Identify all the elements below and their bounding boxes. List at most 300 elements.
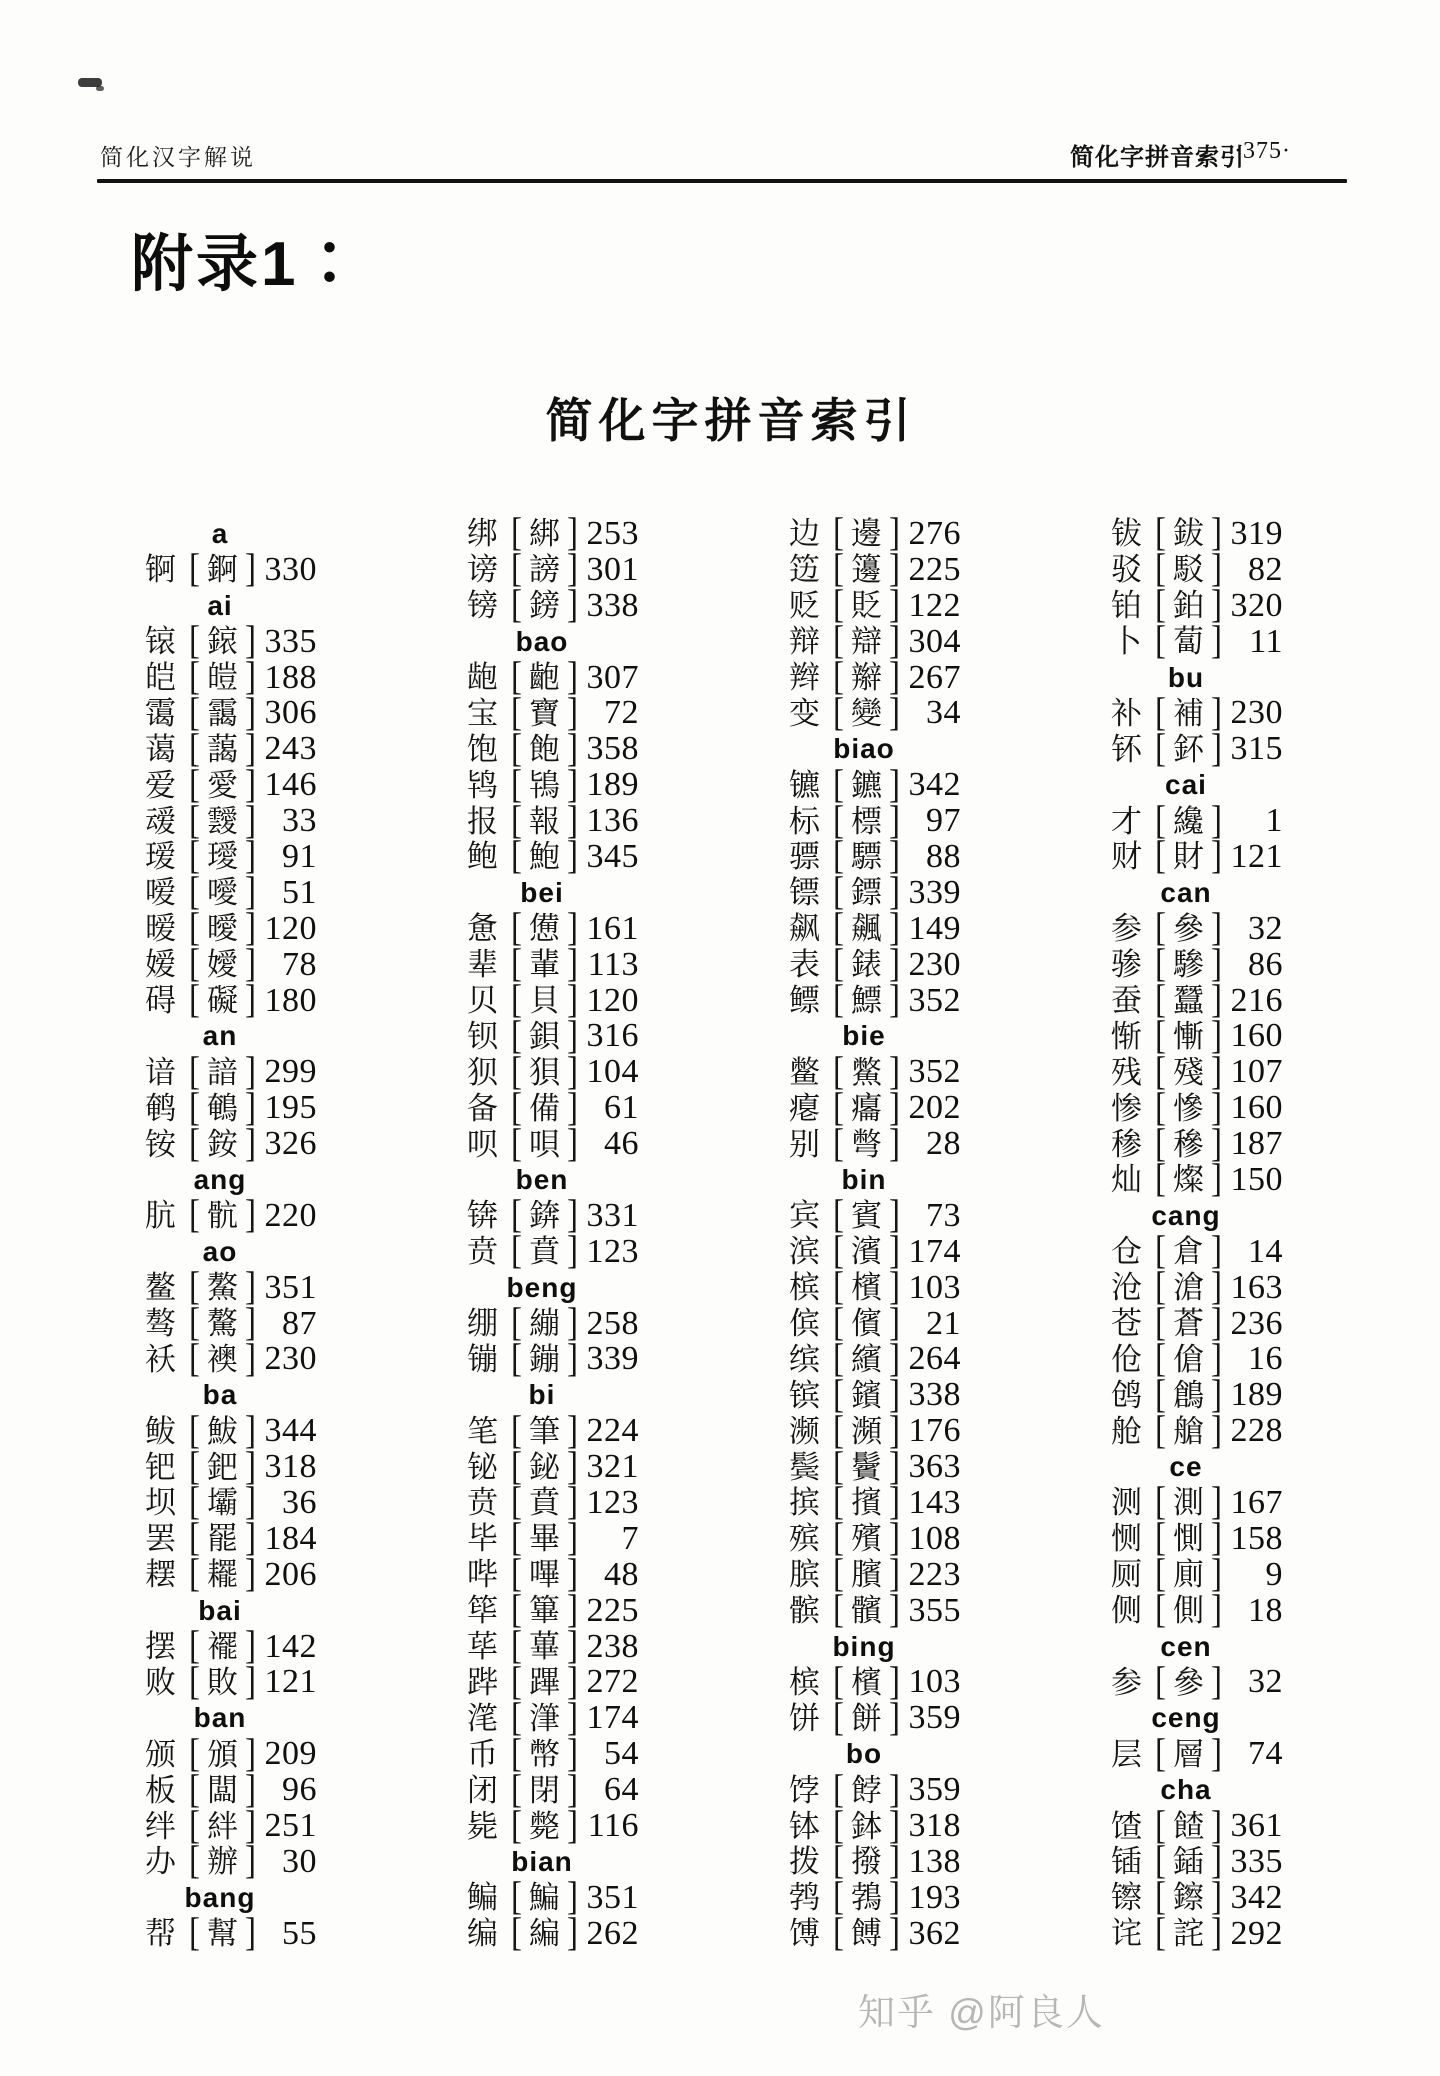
page-reference: 142 [264,1627,317,1665]
page-reference: 320 [1230,586,1283,624]
simplified-character: 贲 [467,1485,498,1521]
page-reference: 359 [908,1699,961,1737]
traditional-character: 賁 [529,1485,560,1521]
index-entry [467,1875,639,1920]
traditional-character: 傖 [1173,1341,1204,1377]
simplified-character: 饽 [789,1772,820,1808]
traditional-character: 鑔 [1173,1880,1204,1916]
page-reference: 202 [908,1089,961,1127]
page-reference: 301 [586,550,639,588]
open-bracket: [ [189,654,200,699]
pinyin-section-header: bi [528,1379,556,1411]
index-entry [467,547,639,592]
open-bracket: [ [189,1265,200,1309]
simplified-character: 诧 [1111,1916,1142,1952]
close-bracket: ] [245,1803,256,1848]
simplified-character: 镑 [467,588,498,624]
traditional-character: 絆 [207,1808,238,1844]
page-reference: 72 [604,694,639,732]
simplified-character: 瘪 [789,1090,820,1126]
index-entry [789,1049,961,1094]
page-reference: 358 [586,730,639,768]
open-bracket: [ [833,1193,844,1238]
open-bracket: [ [833,942,844,986]
simplified-character: 摆 [145,1629,176,1665]
simplified-character: 表 [789,947,820,983]
open-bracket: [ [1155,1516,1166,1561]
traditional-character: 餷 [1173,1808,1204,1844]
close-bracket: ] [1211,1839,1222,1884]
traditional-character: 補 [1173,695,1204,731]
close-bracket: ] [567,1623,578,1668]
open-bracket: [ [511,834,522,879]
traditional-character: 鑌 [851,1377,882,1413]
close-bracket: ] [245,1911,256,1956]
open-bracket: [ [1155,1372,1166,1417]
open-bracket: [ [511,511,522,556]
index-entry [789,1767,961,1812]
close-bracket: ] [567,1659,578,1704]
traditional-character: 鮑 [529,839,560,875]
simplified-character: 辫 [789,660,820,695]
index-entry [1111,1013,1283,1058]
close-bracket: ] [1211,1229,1222,1274]
close-bracket: ] [567,690,578,735]
close-bracket: ] [567,1336,578,1381]
close-bracket: ] [567,726,578,771]
simplified-character: 哔 [467,1557,498,1593]
index-entry [1111,583,1283,628]
index-entry [789,906,961,951]
close-bracket: ] [889,1444,900,1489]
close-bracket: ] [245,1444,256,1489]
index-entry [789,1480,961,1525]
close-bracket: ] [245,690,256,735]
index-entry [1111,1588,1283,1633]
index-entry [1111,1372,1283,1417]
pinyin-section-header: beng [506,1271,578,1303]
simplified-character: 颁 [145,1736,176,1772]
simplified-character: 龅 [467,660,498,695]
open-bracket: [ [833,906,844,951]
open-bracket: [ [1155,977,1166,1022]
open-bracket: [ [511,726,522,771]
close-bracket: ] [1211,1157,1222,1202]
page-reference: 54 [604,1735,639,1773]
close-bracket: ] [1211,1013,1222,1058]
traditional-character: 參 [1173,1664,1204,1700]
index-entry [145,1336,317,1381]
open-bracket: [ [189,1803,200,1848]
traditional-character: 皚 [207,660,238,695]
page-reference: 122 [908,586,961,624]
index-entry [1111,942,1283,986]
traditional-character: 寶 [529,695,560,731]
open-bracket: [ [511,583,522,628]
close-bracket: ] [889,762,900,807]
page-reference: 11 [1249,622,1283,660]
page-reference: 299 [264,1053,317,1091]
close-bracket: ] [567,1480,578,1525]
simplified-character: 标 [789,803,820,839]
simplified-character: 肮 [145,1198,176,1234]
index-entry [145,690,317,735]
open-bracket: [ [189,942,200,986]
index-entry [789,1408,961,1453]
index-entry [789,1552,961,1597]
simplified-character: 钵 [789,1808,820,1844]
index-entry [1111,1516,1283,1561]
close-bracket: ] [1211,1803,1222,1848]
page-reference: 330 [264,550,317,588]
simplified-character: 滗 [467,1700,498,1736]
page-reference: 272 [586,1663,639,1701]
index-entry [789,834,961,879]
traditional-character: 鉢 [851,1808,882,1844]
open-bracket: [ [833,1767,844,1812]
traditional-character: 賁 [529,1234,560,1270]
close-bracket: ] [889,690,900,735]
index-entry [1111,511,1283,556]
simplified-character: 才 [1111,803,1142,839]
page-reference: 251 [264,1807,317,1844]
close-bracket: ] [889,1085,900,1130]
close-bracket: ] [889,870,900,915]
page-reference: 318 [908,1807,961,1844]
index-entry [467,1695,639,1740]
index-entry [789,1336,961,1381]
simplified-character: 馎 [789,1916,820,1952]
traditional-character: 閉 [529,1772,560,1808]
close-bracket: ] [567,511,578,556]
traditional-character: 噯 [207,875,238,911]
traditional-character: 狽 [529,1054,560,1090]
index-entry [789,1695,961,1740]
traditional-character: 鯿 [529,1880,560,1916]
page-reference: 335 [1230,1842,1283,1880]
close-bracket: ] [567,1121,578,1166]
close-bracket: ] [567,1552,578,1597]
running-head-right: 简化字拼音索引 [1070,144,1245,171]
page-reference: 34 [926,694,961,732]
close-bracket: ] [1211,1265,1222,1309]
close-bracket: ] [245,1516,256,1561]
close-bracket: ] [889,1803,900,1848]
simplified-character: 钚 [1111,731,1142,767]
close-bracket: ] [245,834,256,879]
simplified-character: 贬 [789,588,820,624]
traditional-character: 鉑 [1173,588,1204,624]
open-bracket: [ [833,1049,844,1094]
simplified-character: 败 [145,1664,176,1700]
simplified-character: 殡 [789,1521,820,1557]
traditional-character: 篳 [529,1593,560,1629]
simplified-character: 滨 [789,1234,820,1270]
simplified-character: 鳊 [467,1880,498,1916]
open-bracket: [ [511,1623,522,1668]
close-bracket: ] [245,547,256,592]
close-bracket: ] [567,1731,578,1776]
simplified-character: 镖 [789,875,820,911]
page-reference: 86 [1248,945,1283,983]
page-reference: 342 [908,766,961,804]
open-bracket: [ [833,1121,844,1166]
page-reference: 14 [1248,1232,1283,1270]
open-bracket: [ [833,1265,844,1309]
open-bracket: [ [1155,1588,1166,1633]
close-bracket: ] [1211,547,1222,592]
page-reference: 46 [604,1125,639,1163]
pinyin-section-header: ao [202,1235,238,1267]
index-entry [145,834,317,879]
page-reference: 189 [1230,1376,1283,1414]
index-entry [789,798,961,843]
simplified-character: 䎬 [145,1557,176,1593]
page-reference: 338 [908,1376,961,1414]
page-reference: 206 [264,1555,317,1593]
index-entry [145,1121,317,1166]
close-bracket: ] [567,942,578,986]
open-bracket: [ [833,1300,844,1345]
simplified-character: 宝 [467,695,498,731]
traditional-character: 飽 [529,731,560,767]
traditional-character: 彆 [851,1126,882,1162]
pinyin-section-header: ai [207,589,233,621]
simplified-character: 馇 [1111,1808,1142,1844]
index-entry [467,1444,639,1489]
page-number: ·375· [1234,138,1291,164]
page-reference: 230 [908,945,961,983]
traditional-character: 辮 [851,660,882,695]
open-bracket: [ [1155,1229,1166,1274]
index-column [1111,511,1283,1956]
page-reference: 238 [586,1627,639,1665]
index-entry [789,654,961,699]
index-entry [145,1265,317,1309]
index-entry [145,1803,317,1848]
simplified-character: 镲 [1111,1880,1142,1916]
simplified-character: 缤 [789,1341,820,1377]
simplified-character: 鳖 [789,1054,820,1090]
traditional-character: 謗 [529,552,560,588]
close-bracket: ] [567,1193,578,1238]
index-entry [467,942,639,986]
traditional-character: 鈀 [207,1449,238,1485]
traditional-character: 鶬 [1173,1377,1204,1413]
open-bracket: [ [511,1444,522,1489]
close-bracket: ] [567,1013,578,1058]
simplified-character: 拨 [789,1844,820,1880]
open-bracket: [ [833,1659,844,1704]
traditional-character: 蠶 [1173,983,1204,1019]
open-bracket: [ [189,690,200,735]
open-bracket: [ [1155,942,1166,986]
close-bracket: ] [1211,690,1222,735]
page-reference: 352 [908,1053,961,1091]
traditional-character: 惻 [1173,1521,1204,1557]
page-reference: 243 [264,730,317,768]
open-bracket: [ [833,1839,844,1884]
close-bracket: ] [1211,511,1222,556]
simplified-character: 跸 [467,1664,498,1700]
index-entry [467,1480,639,1525]
close-bracket: ] [245,906,256,951]
page-reference: 292 [1230,1914,1283,1952]
open-bracket: [ [1155,1300,1166,1345]
simplified-character: 辩 [789,624,820,660]
simplified-character: 谙 [145,1054,176,1090]
pinyin-section-header: bing [832,1630,896,1662]
close-bracket: ] [1211,906,1222,951]
pinyin-section-header: ceng [1151,1702,1221,1734]
page-title: 简化字拼音索引 [545,396,917,448]
open-bracket: [ [1155,1049,1166,1094]
index-entry [145,1444,317,1489]
traditional-character: 蹕 [529,1664,560,1700]
index-entry [1111,1480,1283,1525]
page-reference: 355 [908,1591,961,1629]
simplified-character: 卜 [1111,624,1142,660]
traditional-character: 備 [529,1090,560,1126]
pinyin-section-header: ce [1169,1451,1203,1483]
index-entry [467,1659,639,1704]
close-bracket: ] [245,1552,256,1597]
page-reference: 276 [908,514,961,552]
close-bracket: ] [1211,1588,1222,1633]
index-entry [1111,1300,1283,1345]
close-bracket: ] [889,834,900,879]
open-bracket: [ [511,1695,522,1740]
page-reference: 345 [586,837,639,875]
traditional-character: 憊 [529,911,560,947]
open-bracket: [ [189,1480,200,1525]
simplified-character: 绷 [467,1306,498,1342]
index-entry [467,977,639,1022]
index-entry [789,1659,961,1704]
simplified-character: 狈 [467,1054,498,1090]
open-bracket: [ [189,726,200,771]
open-bracket: [ [511,690,522,735]
traditional-character: 滄 [1173,1270,1204,1306]
pinyin-section-header: bie [842,1020,886,1052]
index-entry [145,1731,317,1776]
simplified-character: 骖 [1111,947,1142,983]
appendix-label: 附录1∶ [131,230,364,299]
page-reference: 104 [586,1053,639,1091]
close-bracket: ] [889,619,900,663]
traditional-character: 壩 [207,1485,238,1521]
close-bracket: ] [245,977,256,1022]
simplified-character: 闭 [467,1772,498,1808]
close-bracket: ] [245,1193,256,1238]
index-entry [145,1839,317,1884]
page-reference: 223 [908,1555,961,1593]
open-bracket: [ [189,1408,200,1453]
page-reference: 32 [1248,909,1283,947]
open-bracket: [ [189,798,200,843]
close-bracket: ] [889,977,900,1022]
close-bracket: ] [889,583,900,628]
traditional-character: 鍤 [1173,1844,1204,1880]
index-entry [145,1300,317,1345]
index-entry [1111,1408,1283,1453]
close-bracket: ] [889,1193,900,1238]
open-bracket: [ [511,977,522,1022]
simplified-character: 钯 [145,1449,176,1485]
close-bracket: ] [1211,1731,1222,1776]
page-reference: 195 [264,1089,317,1127]
index-entry [467,1588,639,1633]
simplified-character: 镔 [789,1377,820,1413]
close-bracket: ] [245,1767,256,1812]
index-entry [145,1085,317,1130]
simplified-character: 辈 [467,947,498,983]
simplified-character: 钡 [467,1018,498,1054]
open-bracket: [ [1155,619,1166,663]
simplified-character: 袄 [145,1341,176,1377]
close-bracket: ] [567,1588,578,1633]
page-reference: 318 [264,1448,317,1486]
close-bracket: ] [567,1444,578,1489]
page-reference: 304 [908,622,961,660]
traditional-character: 餺 [851,1916,882,1952]
traditional-character: 䎱 [207,1557,238,1593]
open-bracket: [ [1155,1839,1166,1884]
open-bracket: [ [1155,1085,1166,1130]
index-entry [145,1552,317,1597]
close-bracket: ] [1211,1516,1222,1561]
traditional-character: 詫 [1173,1916,1204,1952]
close-bracket: ] [889,511,900,556]
traditional-character: 錒 [207,552,238,588]
index-entry [789,1121,961,1166]
open-bracket: [ [1155,1731,1166,1776]
index-entry [789,1911,961,1956]
simplified-character: 苍 [1111,1306,1142,1342]
traditional-character: 蒼 [1173,1306,1204,1342]
simplified-character: 伧 [1111,1341,1142,1377]
simplified-character: 饱 [467,731,498,767]
close-bracket: ] [245,1480,256,1525]
traditional-character: 變 [851,695,882,731]
page-reference: 230 [264,1340,317,1378]
traditional-character: 辯 [851,624,882,660]
close-bracket: ] [245,1300,256,1345]
close-bracket: ] [889,1229,900,1274]
simplified-character: 饼 [789,1700,820,1736]
page-reference: 315 [1230,730,1283,768]
index-entry [1111,1336,1283,1381]
traditional-character: 罷 [207,1521,238,1557]
page-reference: 136 [586,802,639,840]
close-bracket: ] [245,1623,256,1668]
page-reference: 33 [282,802,317,840]
page-reference: 161 [586,909,639,947]
close-bracket: ] [567,1875,578,1920]
close-bracket: ] [1211,1408,1222,1453]
index-entry [1111,1875,1283,1920]
close-bracket: ] [1211,583,1222,628]
pinyin-section-header: bu [1167,661,1205,693]
simplified-character: 办 [145,1844,176,1880]
page-reference: 342 [1230,1878,1283,1916]
close-bracket: ] [245,1265,256,1309]
open-bracket: [ [511,654,522,699]
index-column [467,511,639,1956]
page-reference: 16 [1248,1340,1283,1378]
traditional-character: 報 [529,803,560,839]
simplified-character: 参 [1111,1664,1142,1700]
